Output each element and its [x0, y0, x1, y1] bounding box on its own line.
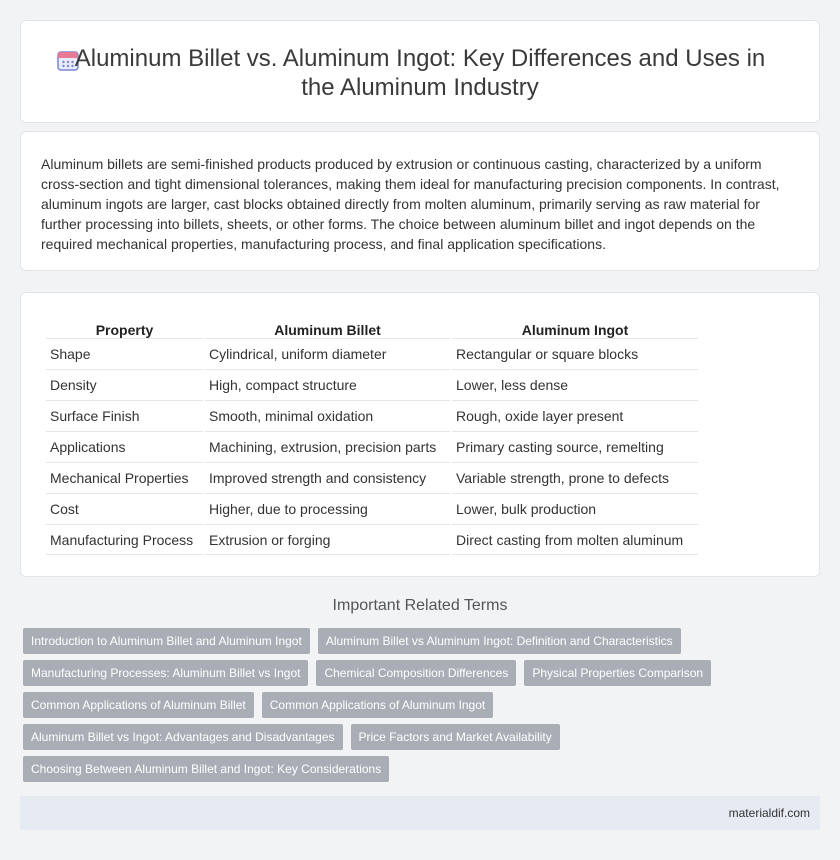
table-row — [46, 524, 698, 555]
table-cell: Primary casting source, remelting — [452, 431, 698, 462]
table-cell: Direct casting from molten aluminum — [452, 524, 698, 555]
related-term-tag[interactable]: Price Factors and Market Availability — [351, 724, 560, 750]
table-cell: Higher, due to processing — [205, 493, 450, 524]
table-cell: Cylindrical, uniform diameter — [205, 338, 450, 369]
table-cell: Shape — [46, 338, 203, 369]
table-row — [46, 462, 698, 493]
related-term-tag[interactable]: Aluminum Billet vs Aluminum Ingot: Definition and Characteristics — [318, 628, 681, 654]
table-cell: Surface Finish — [46, 400, 203, 431]
table-cell: Smooth, minimal oxidation — [205, 400, 450, 431]
related-term-tag[interactable]: Common Applications of Aluminum Billet — [23, 692, 254, 718]
related-term-tag[interactable]: Physical Properties Comparison — [524, 660, 711, 686]
table-cell: Improved strength and consistency — [205, 462, 450, 493]
table-cell: Lower, less dense — [452, 369, 698, 400]
related-term-tag[interactable]: Manufacturing Processes: Aluminum Billet vs Ingot — [23, 660, 308, 686]
table-cell: Applications — [46, 431, 203, 462]
column-header-property: Property — [95, 322, 154, 338]
column-header-ingot: Aluminum Ingot — [521, 322, 629, 338]
related-terms-list — [23, 628, 723, 782]
comparison-table-card — [20, 292, 820, 577]
related-term-tag[interactable]: Choosing Between Aluminum Billet and Ingot: Key Considerations — [23, 756, 389, 782]
related-term-tag[interactable]: Introduction to Aluminum Billet and Aluminum Ingot — [23, 628, 310, 654]
table-cell: Rectangular or square blocks — [452, 338, 698, 369]
header-card — [20, 20, 820, 123]
table-cell: Density — [46, 369, 203, 400]
comparison-table — [44, 316, 700, 555]
intro-paragraph: Aluminum billets are semi-finished products produced by extrusion or continuous casting, characterized by a uniform cross-section and tight dimensional tolerances, making them ideal for manufacturing precision components. In contrast, aluminum ingots are larger, cast blocks obtained directly from molten aluminum, primarily serving as raw material for further processing into billets, sheets, or other forms. The choice between aluminum billet and ingot depends on the required mechanical properties, manufacturing process, and final application specifications. — [41, 156, 780, 252]
table-cell: Variable strength, prone to defects — [452, 462, 698, 493]
table-cell: Extrusion or forging — [205, 524, 450, 555]
column-header-billet: Aluminum Billet — [274, 322, 381, 338]
related-terms-heading: Important Related Terms — [332, 597, 508, 614]
table-cell: High, compact structure — [205, 369, 450, 400]
page-title: Aluminum Billet vs. Aluminum Ingot: Key Differences and Uses in the Aluminum Industry — [74, 45, 766, 101]
table-header-row — [46, 316, 698, 338]
intro-card — [20, 131, 820, 271]
site-name[interactable]: materialdif.com — [728, 806, 810, 820]
table-row — [46, 493, 698, 524]
table-cell: Cost — [46, 493, 203, 524]
table-row — [46, 400, 698, 431]
table-row — [46, 431, 698, 462]
table-cell: Rough, oxide layer present — [452, 400, 698, 431]
table-cell: Manufacturing Process — [46, 524, 203, 555]
related-term-tag[interactable]: Common Applications of Aluminum Ingot — [262, 692, 493, 718]
footer — [20, 796, 820, 830]
table-row — [46, 338, 698, 369]
table-cell: Mechanical Properties — [46, 462, 203, 493]
table-cell: Machining, extrusion, precision parts — [205, 431, 450, 462]
related-term-tag[interactable]: Chemical Composition Differences — [316, 660, 516, 686]
table-row — [46, 369, 698, 400]
related-term-tag[interactable]: Aluminum Billet vs Ingot: Advantages and Disadvantages — [23, 724, 343, 750]
table-cell: Lower, bulk production — [452, 493, 698, 524]
